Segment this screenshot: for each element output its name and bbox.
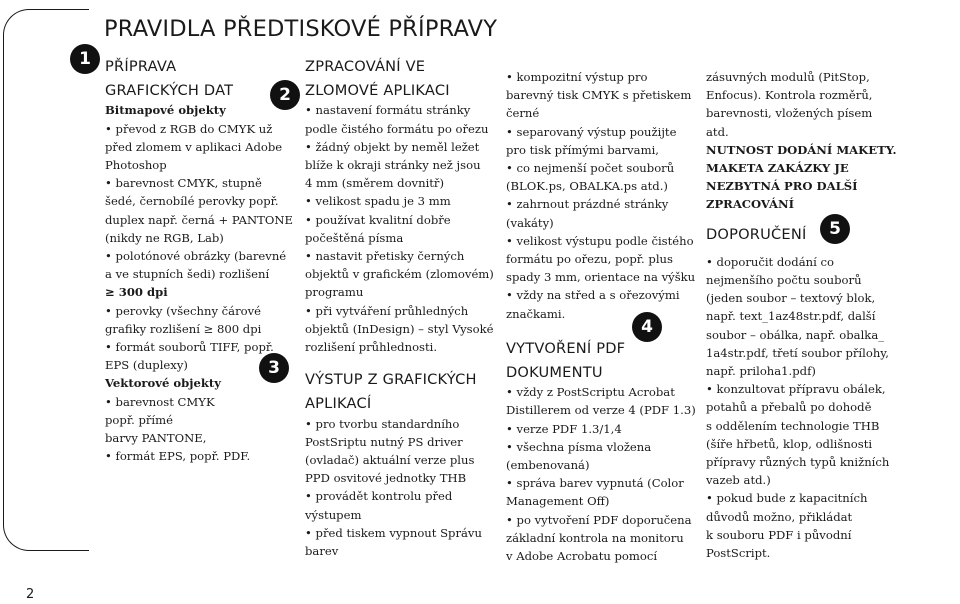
text-line: před zlomem v aplikaci Adobe (105, 139, 283, 154)
text-line: 4 mm (směrem dovnitř) (305, 176, 444, 191)
text-line: barvy PANTONE, (105, 431, 207, 446)
text-line: PostSriptu nutný PS driver (305, 434, 463, 449)
text-line: objektů (InDesign) – styl Vysoké (305, 321, 494, 336)
text-line: k souboru PDF i původní (706, 527, 852, 542)
text-line: vazeb atd.) (706, 473, 771, 488)
text-line: černé (506, 106, 540, 121)
section-number-badge-5: 5 (820, 214, 850, 244)
text-line: • před tiskem vypnout Správu (305, 525, 482, 540)
section-number-badge-4: 4 (632, 312, 662, 342)
text-line: např. priloha1.pdf) (706, 364, 816, 379)
text-line: Enfocus). Kontrola rozměrů, (706, 88, 873, 103)
text-line: • po vytvoření PDF doporučena (506, 512, 692, 527)
text-line: a ve stupních šedi) rozlišení (105, 267, 270, 282)
text-line: (BLOK.ps, OBALKA.ps atd.) (506, 179, 668, 194)
text-line: • zahrnout prázdné stránky (506, 197, 669, 212)
text-line: • správa barev vypnutá (Color (506, 476, 684, 491)
section-2-heading-line-2: ZLOMOVÉ APLIKACI (305, 82, 450, 100)
section-3-heading-line-1: VÝSTUP Z GRAFICKÝCH (305, 371, 477, 389)
notice-line: ZPRACOVÁNÍ (706, 197, 795, 212)
text-line: (nikdy ne RGB, Lab) (105, 230, 224, 245)
text-line: • kompozitní výstup pro (506, 70, 648, 84)
text-line: ≥ 300 dpi (105, 285, 168, 300)
text-line: • pokud bude z kapacitních (706, 491, 868, 506)
text-line: rozlišení průhlednosti. (305, 340, 438, 355)
text-line: • doporučit dodání co (706, 254, 834, 269)
text-line: Distillerem od verze 4 (PDF 1.3) (506, 403, 696, 418)
text-line: blíže k okraji stránky než jsou (305, 158, 481, 173)
text-line: barevný tisk CMYK s přetiskem (506, 88, 692, 103)
notice-line: NEZBYTNÁ PRO DALŠÍ (706, 179, 858, 194)
text-line: výstupem (305, 507, 362, 522)
text-line: • barevnost CMYK, stupně (105, 176, 262, 191)
section-1-heading-line-1: PŘÍPRAVA (105, 58, 177, 75)
section-number-badge-1: 1 (70, 44, 100, 74)
text-line: soubor – obálka, např. obalka_ (706, 327, 885, 342)
text-line: • verze PDF 1.3/1,4 (506, 421, 622, 436)
text-line: duplex např. černá + PANTONE (105, 212, 294, 227)
text-line: v Adobe Acrobatu pomocí (506, 549, 658, 564)
section-4-heading-line-1: VYTVOŘENÍ PDF (506, 339, 626, 357)
section-2-heading-line-1: ZPRACOVÁNÍ VE (305, 58, 426, 75)
text-line: • provádět kontrolu před (305, 489, 453, 504)
text-line: (jeden soubor – textový blok, (706, 291, 876, 306)
text-line: např. text_1az48str.pdf, další (706, 309, 876, 324)
text-line: (ovladač) aktuální verze plus (305, 453, 475, 468)
text-line: objektů v grafickém (zlomovém) (305, 267, 494, 282)
section-number-badge-2: 2 (270, 80, 300, 110)
text-line: značkami. (506, 306, 566, 321)
text-line: barevnosti, vložených písem (706, 106, 873, 121)
subheading-vector-objects: Vektorové objekty (105, 376, 221, 391)
text-line: • nastavení formátu stránky (305, 103, 471, 118)
text-line: formátu po ořezu, popř. plus (506, 252, 673, 267)
text-line: počeštěná písma (305, 230, 404, 245)
output-and-pdf-column (506, 68, 696, 565)
text-line: • používat kvalitní dobře (305, 212, 451, 227)
text-line: zásuvných modulů (PitStop, (706, 70, 870, 84)
text-line: barev (305, 544, 339, 559)
section-1-heading-line-2: GRAFICKÝCH DAT (105, 82, 234, 100)
text-line: Photoshop (105, 158, 167, 173)
text-line: (šíře hřbetů, klop, odlišnosti (706, 436, 873, 451)
text-line: • při vytváření průhledných (305, 303, 469, 318)
text-line: • polotónové obrázky (barevné (105, 249, 287, 264)
text-line: nejmenšího počtu souborů (706, 273, 862, 288)
text-line: • žádný objekt by neměl ležet (305, 139, 480, 154)
text-line: • nastavit přetisky černých (305, 249, 465, 264)
text-line: • pro tvorbu standardního (305, 416, 460, 431)
text-line: • separovaný výstup použijte (506, 124, 677, 139)
section-number-badge-3: 3 (259, 353, 289, 383)
text-line: grafiky rozlišení ≥ 800 dpi (105, 321, 262, 336)
text-line: programu (305, 285, 364, 300)
text-line: šedé, černobílé perovky popř. (105, 194, 279, 209)
section-2-3-column (305, 55, 494, 560)
text-line: podle čistého formátu po ořezu (305, 121, 489, 136)
text-line: potahů a přebalů po dohodě (706, 400, 872, 415)
notice-line: MAKETA ZAKÁZKY JE (706, 161, 849, 176)
text-line: přípravy různých typů knižních (706, 455, 890, 470)
recommendations-column (706, 68, 897, 562)
subheading-bitmap-objects: Bitmapové objekty (105, 103, 226, 118)
text-line: základní kontrola na monitoru (506, 530, 684, 545)
text-line: 1a4str.pdf, třetí soubor přílohy, (706, 345, 889, 360)
text-line: pro tisk přímými barvami, (506, 142, 659, 157)
section-3-heading-line-2: APLIKACÍ (305, 395, 372, 413)
section-bracket (3, 9, 89, 551)
text-line: PostScript. (706, 546, 771, 561)
page-title: PRAVIDLA PŘEDTISKOVÉ PŘÍPRAVY (104, 16, 498, 42)
text-line: • co nejmenší počet souborů (506, 161, 675, 176)
text-line: • všechna písma vložena (506, 439, 652, 454)
text-line: • převod z RGB do CMYK už (105, 121, 273, 136)
section-1-column (105, 55, 293, 465)
text-line: • konzultovat přípravu obálek, (706, 382, 886, 397)
page-number: 2 (26, 587, 35, 602)
text-line: • vždy na střed a s ořezovými (506, 288, 680, 303)
text-line: • formát EPS, popř. PDF. (105, 449, 251, 464)
text-line: spady 3 mm, orientace na výšku (506, 270, 696, 285)
text-line: důvodů možno, přikládat (706, 509, 853, 524)
text-line: popř. přímé (105, 412, 173, 427)
text-line: EPS (duplexy) (105, 358, 188, 373)
text-line: • barevnost CMYK (105, 394, 215, 409)
text-line: • perovky (všechny čárové (105, 303, 262, 318)
section-4-heading-line-2: DOKUMENTU (506, 364, 603, 382)
text-line: PPD osvitové jednotky THB (305, 471, 467, 486)
notice-line: NUTNOST DODÁNÍ MAKETY. (706, 142, 897, 157)
text-line: • vždy z PostScriptu Acrobat (506, 385, 675, 400)
text-line: s oddělením technologie THB (706, 418, 880, 433)
text-line: (embenovaná) (506, 458, 590, 473)
text-line: atd. (706, 124, 729, 139)
text-line: • velikost výstupu podle čistého (506, 233, 694, 248)
text-line: (vakáty) (506, 215, 554, 230)
text-line: • velikost spadu je 3 mm (305, 194, 451, 209)
text-line: Management Off) (506, 494, 610, 509)
section-5-heading: DOPORUČENÍ (706, 225, 807, 243)
text-line: • formát souborů TIFF, popř. (105, 340, 274, 355)
